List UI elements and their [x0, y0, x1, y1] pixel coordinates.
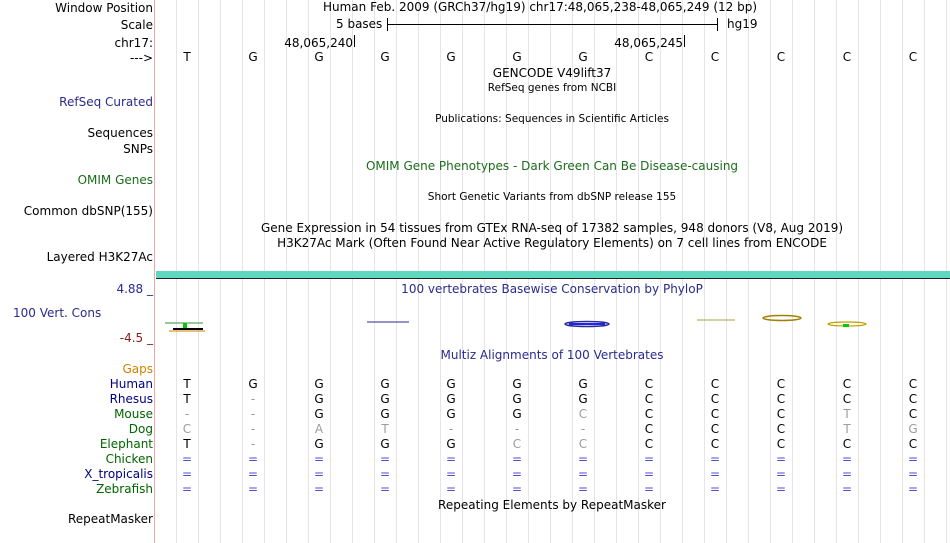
- species-label: Mouse: [114, 407, 153, 421]
- h3k27ac-description: H3K27Ac Mark (Often Found Near Active Regulatory Elements) on 7 cell lines from ENCODE: [277, 236, 827, 250]
- gtex-description: Gene Expression in 54 tissues from GTEx RNA-seq of 17382 samples, 948 donors (V8, Aug 2019): [260, 221, 844, 235]
- alignment-base: C: [644, 422, 654, 436]
- alignment-base: =: [907, 482, 919, 496]
- alignment-base: G: [314, 392, 324, 406]
- alignment-base: =: [841, 482, 853, 496]
- alignment-base: C: [710, 377, 720, 391]
- reference-base: G: [512, 50, 522, 64]
- alignment-base: G: [512, 407, 522, 421]
- alignment-base: -: [250, 407, 256, 421]
- cons-track-label[interactable]: 100 Vert. Cons: [13, 306, 102, 320]
- alignment-base: =: [445, 482, 457, 496]
- alignment-base: =: [511, 467, 523, 481]
- cons-min-label: -4.5 _: [119, 331, 153, 345]
- coord-tick-1: [354, 35, 355, 47]
- alignment-base: =: [511, 452, 523, 466]
- alignment-base: G: [578, 377, 588, 391]
- alignment-base: =: [379, 482, 391, 496]
- alignment-base: =: [841, 467, 853, 481]
- gencode-track-title: GENCODE V49lift37: [492, 66, 612, 80]
- alignment-base: C: [578, 437, 588, 451]
- alignment-base: C: [776, 392, 786, 406]
- alignment-base: G: [446, 407, 456, 421]
- alignment-base: C: [710, 437, 720, 451]
- alignment-base: =: [379, 452, 391, 466]
- alignment-base: C: [182, 422, 192, 436]
- repeatmasker-track-label[interactable]: RepeatMasker: [67, 512, 153, 526]
- alignment-base: C: [644, 407, 654, 421]
- alignment-base: -: [250, 422, 256, 436]
- window-position-value: Human Feb. 2009 (GRCh37/hg19) chr17:48,065,238-48,065,249 (12 bp): [322, 0, 758, 14]
- alignment-base: G: [446, 377, 456, 391]
- alignment-base: T: [843, 422, 851, 436]
- h3k27ac-track-label[interactable]: Layered H3K27Ac: [46, 250, 153, 264]
- alignment-base: =: [379, 467, 391, 481]
- multiz-description: Multiz Alignments of 100 Vertebrates: [440, 348, 664, 362]
- species-label: Chicken: [105, 452, 153, 466]
- alignment-base: =: [511, 482, 523, 496]
- alignment-base: C: [908, 437, 918, 451]
- cons-wiggle-plot: [155, 305, 950, 340]
- alignment-base: T: [381, 422, 389, 436]
- alignment-base: G: [380, 437, 390, 451]
- alignment-base: C: [512, 437, 522, 451]
- alignment-base: G: [314, 377, 324, 391]
- reference-base: C: [908, 50, 918, 64]
- alignment-base: =: [775, 467, 787, 481]
- alignment-base: C: [644, 392, 654, 406]
- alignment-base: G: [248, 377, 258, 391]
- alignment-base: =: [313, 482, 325, 496]
- chrom-label: chr17:: [114, 36, 153, 50]
- reference-base: G: [380, 50, 390, 64]
- alignment-base: G: [446, 392, 456, 406]
- h3k27ac-signal-band: [156, 271, 950, 279]
- alignment-base: G: [908, 422, 918, 436]
- snps-track-label[interactable]: SNPs: [123, 142, 153, 156]
- alignment-base: =: [577, 467, 589, 481]
- alignment-base: C: [644, 377, 654, 391]
- alignment-base: C: [842, 377, 852, 391]
- alignment-base: C: [842, 437, 852, 451]
- alignment-base: =: [181, 482, 193, 496]
- alignment-base: C: [776, 377, 786, 391]
- reference-base: T: [183, 50, 191, 64]
- alignment-base: C: [644, 437, 654, 451]
- alignment-base: -: [514, 422, 520, 436]
- alignment-base: T: [183, 377, 191, 391]
- alignment-base: C: [710, 407, 720, 421]
- alignment-base: C: [842, 392, 852, 406]
- alignment-base: =: [841, 452, 853, 466]
- reference-base: C: [710, 50, 720, 64]
- omim-description: OMIM Gene Phenotypes - Dark Green Can Be Disease-causing: [365, 159, 739, 173]
- cons-max-label: 4.88 _: [116, 282, 153, 296]
- alignment-base: =: [247, 482, 259, 496]
- alignment-base: =: [643, 482, 655, 496]
- alignment-base: =: [247, 467, 259, 481]
- alignment-base: =: [313, 467, 325, 481]
- reference-base: G: [248, 50, 258, 64]
- alignment-base: G: [380, 377, 390, 391]
- alignment-base: A: [314, 422, 324, 436]
- publications-description: Publications: Sequences in Scientific Articles: [435, 113, 669, 125]
- alignment-base: =: [709, 467, 721, 481]
- repeatmasker-description: Repeating Elements by RepeatMasker: [438, 498, 666, 512]
- reference-base: G: [578, 50, 588, 64]
- species-label: Elephant: [99, 437, 153, 451]
- alignment-base: =: [181, 452, 193, 466]
- alignment-base: G: [380, 407, 390, 421]
- alignment-base: C: [908, 377, 918, 391]
- scale-assembly: hg19: [727, 17, 758, 31]
- scale-text: 5 bases: [336, 17, 383, 31]
- alignment-base: G: [380, 392, 390, 406]
- alignment-base: T: [183, 437, 191, 451]
- alignment-base: =: [643, 452, 655, 466]
- refseq-track-label[interactable]: RefSeq Curated: [59, 95, 153, 109]
- alignment-base: C: [776, 437, 786, 451]
- species-label: X_tropicalis: [84, 467, 153, 481]
- alignment-base: =: [577, 482, 589, 496]
- species-label: Rhesus: [109, 392, 153, 406]
- cons-description: 100 vertebrates Basewise Conservation by PhyloP: [401, 282, 703, 296]
- alignment-base: G: [578, 392, 588, 406]
- coord-label-1: 48,065,240: [284, 36, 353, 50]
- alignment-base: G: [314, 437, 324, 451]
- alignment-base: =: [775, 452, 787, 466]
- alignment-base: T: [843, 407, 851, 421]
- alignment-base: C: [908, 407, 918, 421]
- refseq-description: RefSeq genes from NCBI: [487, 82, 617, 94]
- strand-label: --->: [129, 51, 153, 65]
- alignment-base: -: [250, 392, 256, 406]
- alignment-base: =: [709, 452, 721, 466]
- alignment-base: =: [445, 452, 457, 466]
- reference-base: C: [644, 50, 654, 64]
- alignment-base: G: [314, 407, 324, 421]
- reference-base: G: [446, 50, 456, 64]
- alignment-base: -: [250, 437, 256, 451]
- alignment-base: =: [313, 452, 325, 466]
- alignment-base: C: [710, 392, 720, 406]
- dbsnp-track-label[interactable]: Common dbSNP(155): [23, 204, 153, 218]
- window-position-label: Window Position: [55, 1, 153, 15]
- alignment-base: C: [578, 407, 588, 421]
- alignment-base: -: [184, 407, 190, 421]
- species-label: Dog: [128, 422, 153, 436]
- alignment-base: =: [775, 482, 787, 496]
- alignment-base: G: [446, 437, 456, 451]
- alignment-base: G: [512, 392, 522, 406]
- alignment-base: =: [181, 467, 193, 481]
- reference-base: C: [776, 50, 786, 64]
- alignment-base: -: [448, 422, 454, 436]
- reference-base: C: [842, 50, 852, 64]
- alignment-base: -: [580, 422, 586, 436]
- alignment-base: =: [577, 452, 589, 466]
- omim-track-label[interactable]: OMIM Genes: [77, 173, 153, 187]
- alignment-base: =: [907, 452, 919, 466]
- alignment-base: G: [512, 377, 522, 391]
- species-label: Human: [109, 377, 153, 391]
- alignment-base: C: [776, 422, 786, 436]
- coord-label-2: 48,065,245: [614, 36, 683, 50]
- alignment-base: =: [643, 467, 655, 481]
- label-separator: [154, 0, 155, 543]
- gaps-label: Gaps: [122, 362, 153, 376]
- alignment-base: =: [247, 452, 259, 466]
- sequences-track-label[interactable]: Sequences: [87, 126, 153, 140]
- coord-tick-2: [684, 35, 685, 47]
- scale-label: Scale: [120, 18, 153, 32]
- alignment-base: =: [445, 467, 457, 481]
- alignment-base: C: [776, 407, 786, 421]
- alignment-base: =: [709, 482, 721, 496]
- alignment-base: =: [907, 467, 919, 481]
- alignment-base: T: [183, 392, 191, 406]
- species-label: Zebrafish: [96, 482, 153, 496]
- alignment-base: C: [710, 422, 720, 436]
- dbsnp-description: Short Genetic Variants from dbSNP release 155: [427, 191, 677, 203]
- reference-base: G: [314, 50, 324, 64]
- alignment-base: C: [908, 392, 918, 406]
